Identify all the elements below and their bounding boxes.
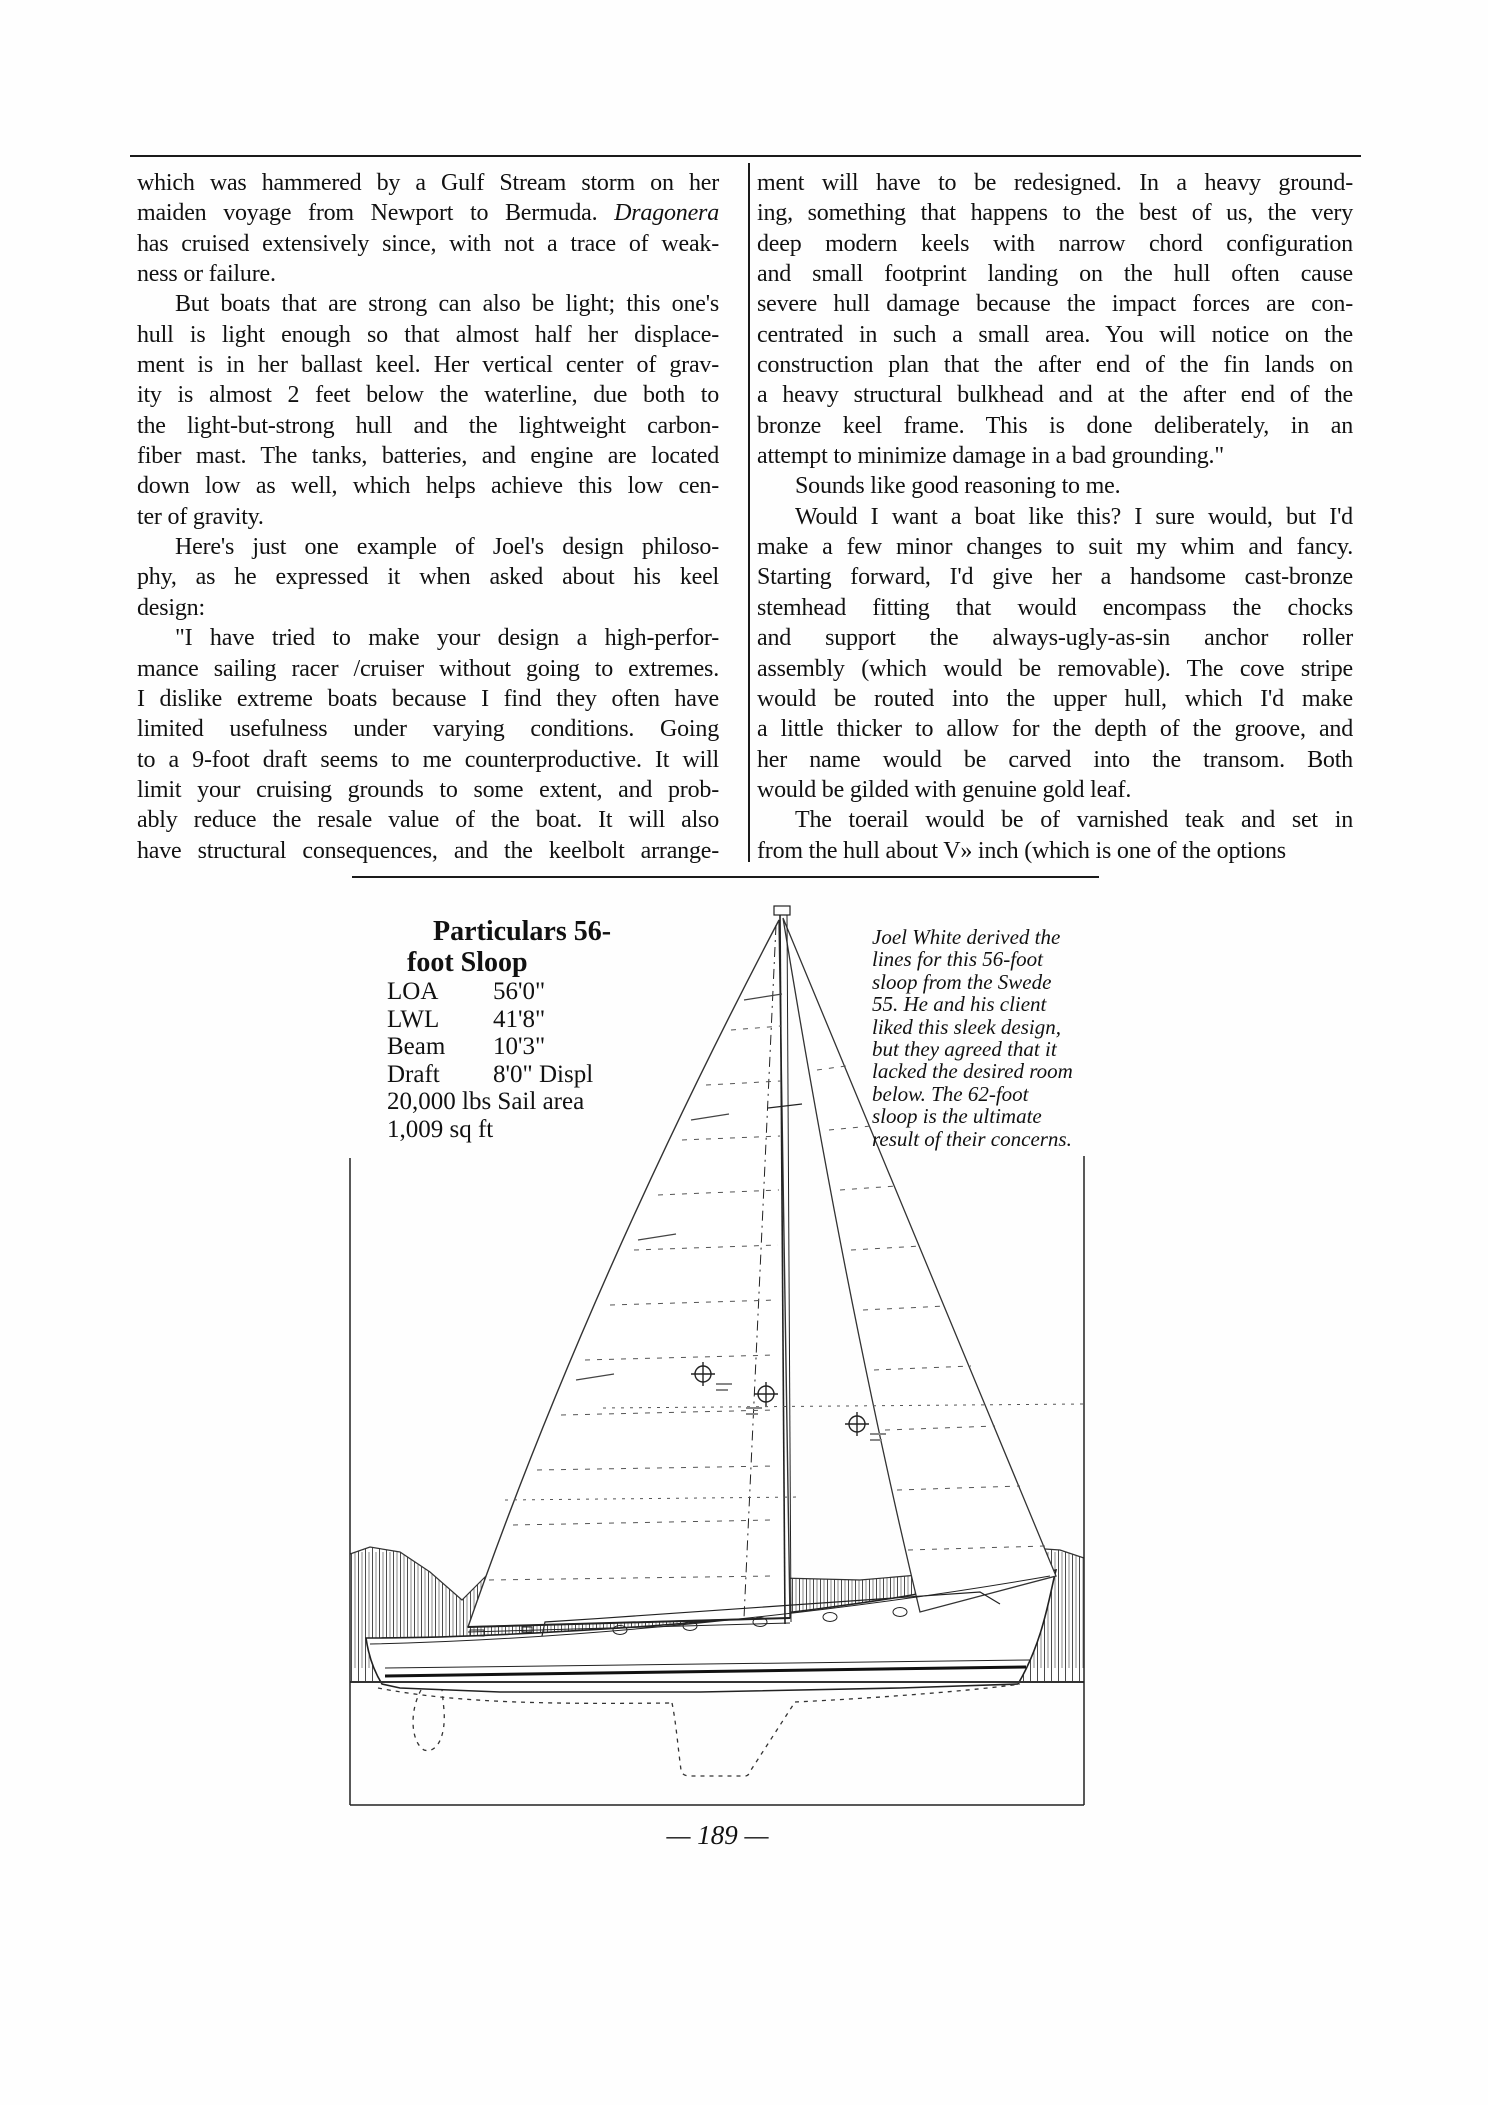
spec-label: LWL [387,1005,440,1033]
spec-row [387,1061,687,1089]
body-text-line: to a 9-foot draft seems to me counterproductive. It will [137,746,719,773]
caption-line: below. The 62-foot [872,1081,1029,1106]
body-text-line: ably reduce the resale value of the boat. It will also [137,807,719,834]
spec-value: 41'8" [493,1005,546,1033]
column-divider-rule [748,163,750,862]
body-text-line: attempt to minimize damage in a bad grounding." [757,443,1224,470]
body-text-line: stemhead fitting that would encompass the chocks [757,594,1353,621]
body-text-line: bronze keel frame. This is done deliberately, in an [757,412,1353,439]
body-text-line: construction plan that the after end of the fin lands on [757,352,1353,379]
particulars-title-line: foot Sloop [407,947,528,978]
figure-separator-rule [352,876,1099,878]
body-text-line: which was hammered by a Gulf Stream storm on her [137,170,719,196]
spec-extra-line: 1,009 sq ft [387,1115,494,1143]
body-text-line: Would I want a boat like this? I sure would, but I'd [795,503,1353,530]
body-text-line: and small footprint landing on the hull often cause [757,261,1353,288]
body-text-line: hull is light enough so that almost half her displace- [137,321,719,348]
spec-row [387,1033,687,1061]
body-text-line: Starting forward, I'd give her a handsome cast-bronze [757,564,1353,591]
body-text-line: ment is in her ballast keel. Her vertical center of grav- [137,352,719,379]
figure-caption [872,926,1128,1150]
body-text-line: But boats that are strong can also be light; this one's [175,291,719,318]
body-text-line: down low as well, which helps achieve this low cen- [137,473,719,500]
fin-keel [672,1702,795,1776]
body-text-line: I dislike extreme boats because I find they often have [137,685,719,712]
body-text-line: The toerail would be of varnished teak and set in [795,807,1353,834]
body-text-line: centrated in such a small area. You will notice on the [757,321,1353,348]
body-text-line: fiber mast. The tanks, batteries, and engine are located [137,443,719,470]
right-text-column [757,168,1353,866]
particulars-box [387,916,687,1144]
spec-row [387,978,687,1006]
body-text-line: ity is almost 2 feet below the waterline, due both to [137,382,719,409]
spec-extra-line: 20,000 lbs Sail area [387,1088,585,1116]
body-text-line: assembly (which would be removable). The cove stripe [757,655,1353,682]
left-text-column [137,168,719,866]
body-text-line: her name would be carved into the transom. Both [757,746,1353,773]
spec-value: 8'0" Displ [493,1060,594,1088]
body-text-line: and support the always-ugly-as-sin anchor roller [757,625,1353,652]
body-text-line: ing, something that happens to the best of us, the very [757,200,1353,227]
body-text-line: Here's just one example of Joel's design philoso- [175,534,719,561]
caption-line: sloop is the ultimate [872,1104,1042,1129]
body-text-line: deep modern keels with narrow chord configuration [757,230,1353,257]
spec-row [387,1006,687,1034]
body-text-line: Sounds like good reasoning to me. [795,473,1121,500]
spec-label: Beam [387,1033,446,1061]
particulars-spec-rows [387,978,687,1088]
caption-line: but they agreed that it [872,1037,1057,1062]
caption-line: lines for this 56-foot [872,947,1043,972]
body-text-line: ter of gravity. [137,503,264,530]
body-text-line: phy, as he expressed it when asked about his keel [137,564,719,591]
header-rule [130,155,1361,157]
caption-line: lacked the desired room [872,1059,1073,1084]
masthead [774,906,790,915]
body-text-line: limited usefulness under varying conditions. Going [137,716,719,743]
particulars-title-line: Particulars 56- [433,916,612,947]
body-text-line: has cruised extensively since, with not a trace of weak- [137,230,719,257]
body-text-line: make a few minor changes to suit my whim and fancy. [757,534,1353,561]
body-text-line: have structural consequences, and the keelbolt arrange- [137,837,719,864]
rudder [413,1690,444,1751]
body-text-line: would be routed into the upper hull, which I'd make [757,685,1353,712]
spec-value: 10'3" [493,1033,546,1061]
caption-line: Joel White derived the [872,925,1061,949]
caption-line: result of their concerns. [872,1126,1072,1151]
spec-value: 56'0" [493,978,546,1005]
body-text-line: the light-but-strong hull and the lightweight carbon- [137,412,719,439]
body-text-line: severe hull damage because the impact forces are con- [757,291,1353,318]
underwater-profile [378,1684,1020,1776]
body-text-line: maiden voyage from Newport to Bermuda. Dragonera [137,200,719,227]
body-text-line: a little thicker to allow for the depth of the groove, and [757,716,1353,743]
body-text-line: ment will have to be redesigned. In a heavy ground- [757,170,1353,196]
body-text-line: from the hull about V» inch (which is one of the options [757,837,1286,864]
body-text-line: "I have tried to make your design a high-perfor- [175,625,719,652]
caption-line: liked this sleek design, [872,1014,1061,1039]
body-text-line: would be gilded with genuine gold leaf. [757,776,1132,803]
caption-line: 55. He and his client [872,992,1047,1017]
page-number: — 189 — [666,1820,769,1850]
body-text-line: design: [137,594,205,621]
spec-label: Draft [387,1060,440,1088]
body-text-line: limit your cruising grounds to some extent, and prob- [137,776,719,803]
spec-label: LOA [387,978,439,1005]
caption-line: sloop from the Swede [872,969,1052,994]
body-text-line: mance sailing racer /cruiser without going to extremes. [137,655,719,682]
body-text-line: ness or failure. [137,261,276,288]
body-text-line: a heavy structural bulkhead and at the after end of the [757,382,1353,409]
particulars-extra-lines [387,1088,687,1143]
